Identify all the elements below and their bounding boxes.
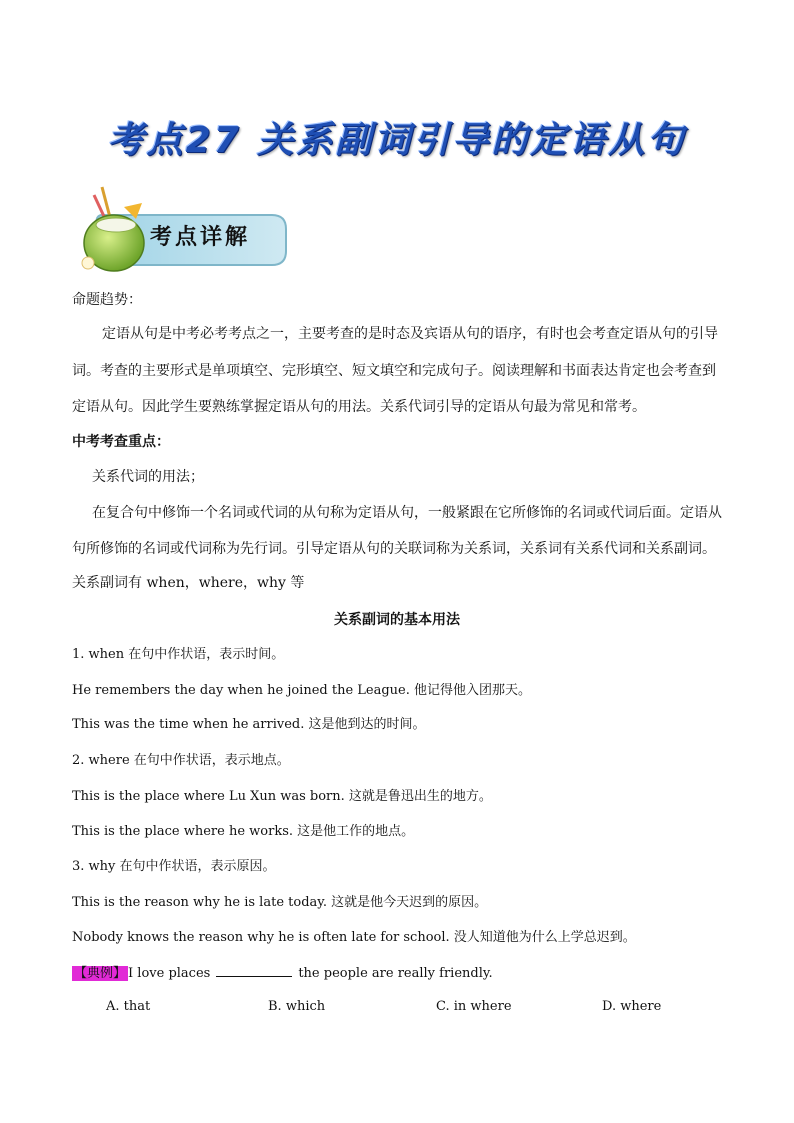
answer-blank[interactable] xyxy=(216,962,292,977)
trend-line-3: 定语从句。因此学生要熟练掌握定语从句的用法。关系代词引导的定语从句最为常见和常考。 xyxy=(72,399,646,415)
focus-heading: 中考考查重点： xyxy=(72,434,170,450)
usage-heading: 关系副词的基本用法 xyxy=(334,612,460,628)
usage-item-2: He remembers the day when he joined the League. 他记得他入团那天。 xyxy=(72,683,532,698)
example-after: the people are really friendly. xyxy=(298,966,493,981)
usage-item-5: This is the place where Lu Xun was born. 这就是鲁迅出生的地方。 xyxy=(72,789,492,804)
usage-item-3: This was the time when he arrived. 这是他到达的时间。 xyxy=(72,717,426,732)
option-a[interactable]: A. that xyxy=(106,999,151,1014)
usage-item-9: Nobody knows the reason why he is often late for school. 没人知道他为什么上学总迟到。 xyxy=(72,930,636,945)
section-banner-label: 考点详解 xyxy=(150,224,251,250)
trend-line-2: 词。考查的主要形式是单项填空、完形填空、短文填空和完成句子。阅读理解和书面表达肯定也会考查到 xyxy=(72,363,716,379)
usage-item-6: This is the place where he works. 这是他工作的地点。 xyxy=(72,824,415,839)
focus-sub: 关系代词的用法； xyxy=(92,469,204,485)
usage-item-4: 2. where 在句中作状语，表示地点。 xyxy=(72,753,290,768)
focus-line-3: 关系副词有 when，where，why 等 xyxy=(72,575,305,591)
usage-item-1: 1. when 在句中作状语，表示时间。 xyxy=(72,647,285,662)
option-b[interactable]: B. which xyxy=(268,999,326,1014)
usage-item-8: This is the reason why he is late today. 这就是他今天迟到的原因。 xyxy=(72,895,488,910)
page-title: 考点27 关系副词引导的定语从句 xyxy=(107,120,687,161)
focus-line-1: 在复合句中修饰一个名词或代词的从句称为定语从句，一般紧跟在它所修饰的名词或代词后面。定语从 xyxy=(92,505,722,521)
example-question xyxy=(72,962,493,984)
trend-line-1: 定语从句是中考必考考点之一，主要考查的是时态及宾语从句的语序，有时也会考查定语从句的引导 xyxy=(102,326,718,342)
focus-line-2: 句所修饰的名词或代词称为先行词。引导定语从句的关联词称为关系词，关系词有关系代词和关系副词。 xyxy=(72,541,716,557)
example-tag: 【典例】 xyxy=(74,966,127,981)
option-d[interactable]: D. where xyxy=(602,999,662,1014)
example-before: I love places xyxy=(128,966,211,981)
trend-heading: 命题趋势： xyxy=(72,292,142,308)
usage-item-7: 3. why 在句中作状语，表示原因。 xyxy=(72,859,276,874)
option-c[interactable]: C. in where xyxy=(436,999,512,1014)
